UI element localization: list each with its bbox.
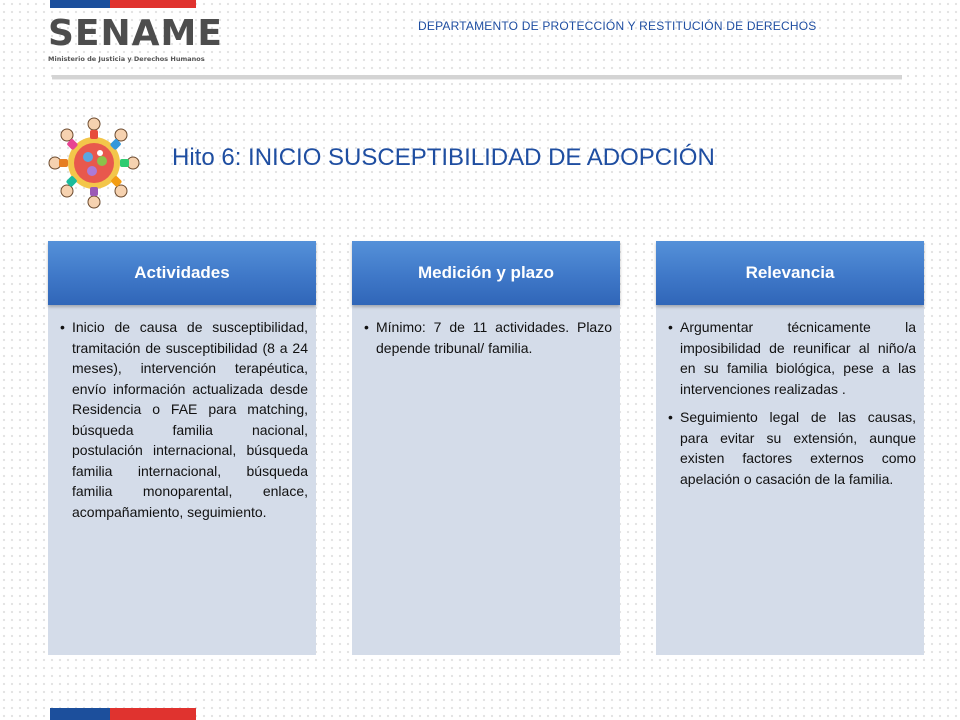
flag-stripe-top [50, 0, 196, 8]
activities-list [58, 317, 308, 530]
slide-title: Hito 6: INICIO SUSCEPTIBILIDAD DE ADOPCIÓN [172, 144, 715, 171]
list-item: • Mínimo: 7 de 11 actividades. Plazo depende tribunal/ familia. [362, 317, 612, 358]
activities-heading: Actividades [48, 241, 316, 305]
list-item: • Seguimiento legal de las causas, para evitar su extensión, aunque existen factores externos como apelación o casación de la familia. [666, 407, 916, 489]
relevance-column [656, 241, 924, 655]
children-circle-icon [46, 115, 142, 211]
relevance-heading: Relevancia [656, 241, 924, 305]
list-item: • Argumentar técnicamente la imposibilidad de reunificar al niño/a en su familia biológica, pese a las intervenciones realizadas . [666, 317, 916, 399]
activities-column [48, 241, 316, 655]
measurement-heading: Medición y plazo [352, 241, 620, 305]
measurement-column [352, 241, 620, 655]
measurement-list [362, 317, 612, 366]
department-header: DEPARTAMENTO DE PROTECCIÓN Y RESTITUCIÓN DE DERECHOS [418, 19, 817, 33]
logo-name: SENAME [48, 13, 223, 54]
sename-logo [48, 14, 223, 63]
flag-stripe-bottom [50, 708, 196, 720]
list-item: • Inicio de causa de susceptibilidad, tramitación de susceptibilidad (8 a 24 meses), intervención terapéutica, envío información actualizada desde Residencia o FAE para matching, búsqueda familia nacional, postulación internacional, búsqueda familia internacional, búsqueda familia monoparental, enlace, acompañamiento, seguimiento. [58, 317, 308, 522]
logo-subtitle: Ministerio de Justicia y Derechos Humanos [48, 55, 205, 63]
relevance-list [666, 317, 916, 497]
